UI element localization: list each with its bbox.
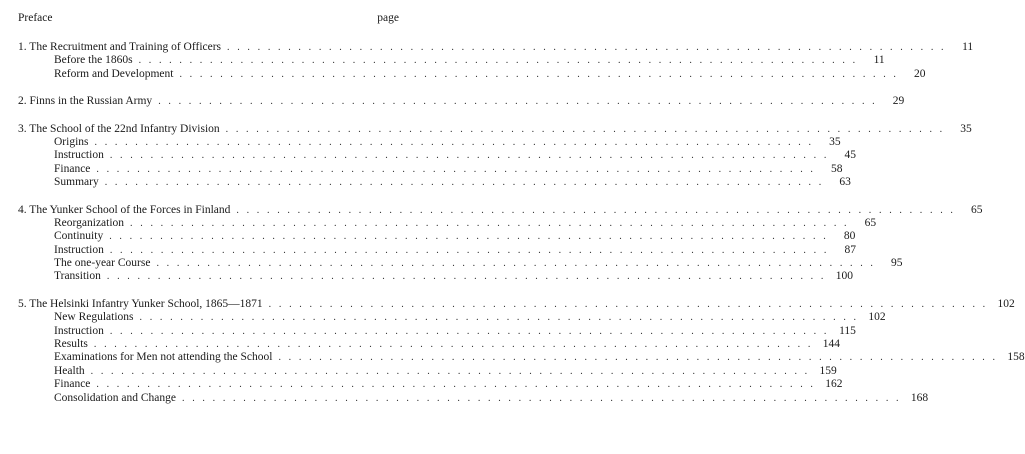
section-entry-page-number: 115 bbox=[839, 324, 856, 337]
dot-leader: . . . . . . . . . . . . . . . . . . . . . . . . . . . . . . . . . . . . . . . . . . . . . . . . . . . . . . . . . . . . . . . . . . . . . . . bbox=[96, 379, 816, 391]
section-entry-title: Finance bbox=[54, 162, 91, 175]
section-entry-title: New Regulations bbox=[54, 311, 134, 324]
section-entry-page-number: 87 bbox=[844, 243, 856, 256]
section-entry-page-number: 35 bbox=[829, 135, 841, 148]
section-entry-title: Results bbox=[54, 338, 88, 351]
dot-leader: . . . . . . . . . . . . . . . . . . . . . . . . . . . . . . . . . . . . . . . . . . . . . . . . . . . . . . . . . . . . . . . . . . . . . . . bbox=[104, 177, 824, 189]
section-entry-page-number: 144 bbox=[822, 338, 840, 351]
dot-leader: . . . . . . . . . . . . . . . . . . . . . . . . . . . . . . . . . . . . . . . . . . . . . . . . . . . . . . . . . . . . . . . . . . . . . . . bbox=[109, 150, 829, 162]
chapter-entry-page-number: 35 bbox=[960, 122, 972, 135]
section-entry[interactable] bbox=[18, 54, 885, 67]
section-entry-page-number: 20 bbox=[914, 67, 926, 80]
section-entry-page-number: 80 bbox=[843, 230, 856, 243]
dot-leader: . . . . . . . . . . . . . . . . . . . . . . . . . . . . . . . . . . . . . . . . . . . . . . . . . . . . . . . . . . . . . . . . . . . . . . . bbox=[138, 55, 858, 67]
dot-leader: . . . . . . . . . . . . . . . . . . . . . . . . . . . . . . . . . . . . . . . . . . . . . . . . . . . . . . . . . . . . . . . . . . . . . . . bbox=[90, 365, 810, 377]
section-entry-page-number: 168 bbox=[910, 391, 929, 404]
dot-leader: . . . . . . . . . . . . . . . . . . . . . . . . . . . . . . . . . . . . . . . . . . . . . . . . . . . . . . . . . . . . . . . . . . . . . . . bbox=[236, 204, 956, 216]
dot-leader: . . . . . . . . . . . . . . . . . . . . . . . . . . . . . . . . . . . . . . . . . . . . . . . . . . . . . . . . . . . . . . . . . . . . . . . bbox=[158, 96, 878, 108]
section-entry-page-number: 45 bbox=[844, 149, 856, 162]
section-entry[interactable] bbox=[18, 364, 837, 378]
section-entry-title: Consolidation and Change bbox=[54, 391, 177, 404]
chapter-entry[interactable] bbox=[18, 203, 983, 217]
section-entry-title: The one-year Course bbox=[54, 257, 151, 270]
dot-leader: . . . . . . . . . . . . . . . . . . . . . . . . . . . . . . . . . . . . . . . . . . . . . . . . . . . . . . . . . . . . . . . . . . . . . . . bbox=[93, 339, 813, 351]
section-entry-title: Summary bbox=[54, 176, 99, 189]
section-entry[interactable] bbox=[18, 176, 851, 189]
dot-leader: . . . . . . . . . . . . . . . . . . . . . . . . . . . . . . . . . . . . . . . . . . . . . . . . . . . . . . . . . . . . . . . . . . . . . . . bbox=[94, 136, 814, 148]
section-entry[interactable] bbox=[18, 324, 856, 338]
section-entry-page-number: 102 bbox=[868, 311, 886, 324]
chapter-entry[interactable] bbox=[18, 297, 1015, 311]
section-entry-title: Reorganization bbox=[54, 216, 125, 229]
chapter-entry[interactable] bbox=[18, 95, 905, 108]
section-entry[interactable] bbox=[18, 338, 840, 351]
chapter-entry-title: 2. Finns in the Russian Army bbox=[18, 95, 153, 108]
section-entry-page-number: 63 bbox=[839, 176, 851, 189]
dot-leader: . . . . . . . . . . . . . . . . . . . . . . . . . . . . . . . . . . . . . . . . . . . . . . . . . . . . . . . . . . . . . . . . . . . . . . . bbox=[268, 298, 988, 310]
section-entry-page-number: 162 bbox=[825, 378, 843, 391]
chapter-entry-title: 5. The Helsinki Infantry Yunker School, 1865—1871 bbox=[18, 297, 263, 310]
section-entry-title: Reform and Development bbox=[54, 67, 174, 80]
section-entry[interactable] bbox=[18, 216, 877, 230]
section-entry[interactable] bbox=[18, 311, 886, 324]
dot-leader: . . . . . . . . . . . . . . . . . . . . . . . . . . . . . . . . . . . . . . . . . . . . . . . . . . . . . . . . . . . . . . . . . . . . . . . bbox=[109, 231, 829, 243]
section-entry[interactable] bbox=[18, 149, 856, 162]
toc-list bbox=[18, 41, 1025, 405]
dot-leader: . . . . . . . . . . . . . . . . . . . . . . . . . . . . . . . . . . . . . . . . . . . . . . . . . . . . . . . . . . . . . . . . . . . . . . . bbox=[109, 244, 829, 256]
section-entry[interactable] bbox=[18, 162, 843, 176]
section-entry-title: Origins bbox=[54, 135, 89, 148]
section-entry[interactable] bbox=[18, 135, 841, 149]
section-entry-title: Continuity bbox=[54, 230, 104, 243]
section-entry-title: Before the 1860s bbox=[54, 54, 133, 67]
section-entry-title: Instruction bbox=[54, 149, 104, 162]
section-entry-title: Instruction bbox=[54, 324, 104, 337]
section-entry-page-number: 159 bbox=[819, 364, 837, 377]
section-entry[interactable] bbox=[18, 257, 903, 270]
section-entry-title: Examinations for Men not attending the School bbox=[54, 351, 273, 364]
section-entry-page-number: 100 bbox=[835, 270, 853, 283]
section-entry-page-number: 58 bbox=[831, 162, 843, 175]
section-entry[interactable] bbox=[18, 391, 929, 405]
chapter-entry-title: 3. The School of the 22nd Infantry Division bbox=[18, 122, 220, 135]
chapter-entry-page-number: 11 bbox=[962, 41, 974, 53]
section-entry-title: Instruction bbox=[54, 243, 104, 256]
section-entry[interactable] bbox=[18, 378, 843, 391]
dot-leader: . . . . . . . . . . . . . . . . . . . . . . . . . . . . . . . . . . . . . . . . . . . . . . . . . . . . . . . . . . . . . . . . . . . . . . . bbox=[139, 312, 859, 324]
dot-leader: . . . . . . . . . . . . . . . . . . . . . . . . . . . . . . . . . . . . . . . . . . . . . . . . . . . . . . . . . . . . . . . . . . . . . . . bbox=[106, 271, 826, 283]
dot-leader: . . . . . . . . . . . . . . . . . . . . . . . . . . . . . . . . . . . . . . . . . . . . . . . . . . . . . . . . . . . . . . . . . . . . . . . bbox=[179, 68, 899, 80]
section-entry-page-number: 158 bbox=[1007, 351, 1025, 364]
section-entry[interactable] bbox=[18, 67, 926, 81]
chapter-entry-page-number: 102 bbox=[997, 297, 1015, 310]
dot-leader: . . . . . . . . . . . . . . . . . . . . . . . . . . . . . . . . . . . . . . . . . . . . . . . . . . . . . . . . . . . . . . . . . . . . . . . bbox=[96, 163, 816, 175]
chapter-entry[interactable] bbox=[18, 41, 974, 54]
chapter-entry-title: 1. The Recruitment and Training of Officers bbox=[18, 41, 222, 53]
dot-leader: . . . . . . . . . . . . . . . . . . . . . . . . . . . . . . . . . . . . . . . . . . . . . . . . . . . . . . . . . . . . . . . . . . . . . . . bbox=[278, 352, 998, 364]
chapter-spacer bbox=[18, 109, 400, 123]
chapter-spacer bbox=[18, 190, 400, 204]
toc-header bbox=[18, 12, 399, 24]
dot-leader: . . . . . . . . . . . . . . . . . . . . . . . . . . . . . . . . . . . . . . . . . . . . . . . . . . . . . . . . . . . . . . . . . . . . . . . bbox=[182, 392, 902, 404]
chapter-spacer bbox=[18, 284, 400, 298]
section-entry[interactable] bbox=[18, 230, 856, 243]
preface-label: Preface bbox=[18, 12, 53, 24]
dot-leader: . . . . . . . . . . . . . . . . . . . . . . . . . . . . . . . . . . . . . . . . . . . . . . . . . . . . . . . . . . . . . . . . . . . . . . . bbox=[227, 42, 947, 53]
dot-leader: . . . . . . . . . . . . . . . . . . . . . . . . . . . . . . . . . . . . . . . . . . . . . . . . . . . . . . . . . . . . . . . . . . . . . . . bbox=[130, 217, 850, 229]
dot-leader: . . . . . . . . . . . . . . . . . . . . . . . . . . . . . . . . . . . . . . . . . . . . . . . . . . . . . . . . . . . . . . . . . . . . . . . bbox=[225, 123, 945, 135]
section-entry[interactable] bbox=[18, 351, 1025, 364]
chapter-entry[interactable] bbox=[18, 122, 972, 136]
page-column-label: page bbox=[377, 12, 399, 24]
dot-leader: . . . . . . . . . . . . . . . . . . . . . . . . . . . . . . . . . . . . . . . . . . . . . . . . . . . . . . . . . . . . . . . . . . . . . . . bbox=[109, 325, 829, 337]
section-entry-page-number: 65 bbox=[864, 216, 877, 229]
section-entry-title: Transition bbox=[54, 270, 101, 283]
chapter-entry-title: 4. The Yunker School of the Forces in Finland bbox=[18, 203, 231, 216]
section-entry[interactable] bbox=[18, 243, 856, 257]
section-entry-title: Finance bbox=[54, 378, 91, 391]
chapter-entry-page-number: 65 bbox=[971, 203, 983, 216]
dot-leader: . . . . . . . . . . . . . . . . . . . . . . . . . . . . . . . . . . . . . . . . . . . . . . . . . . . . . . . . . . . . . . . . . . . . . . . bbox=[156, 258, 876, 270]
section-entry[interactable] bbox=[18, 270, 853, 283]
section-entry-page-number: 95 bbox=[891, 257, 903, 270]
chapter-entry-page-number: 29 bbox=[892, 95, 905, 108]
chapter-spacer bbox=[18, 81, 400, 95]
section-entry-title: Health bbox=[54, 364, 85, 377]
section-entry-page-number: 11 bbox=[873, 54, 885, 67]
